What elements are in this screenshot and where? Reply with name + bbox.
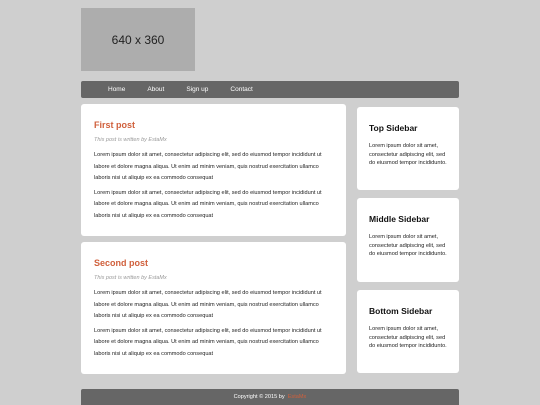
sidebar-text: Lorem ipsum dolor sit amet, consectetur adipiscing elit, sed do eiusmod tempor incididunto.	[369, 143, 447, 167]
post-paragraph: Lorem ipsum dolor sit amet, consectetur adipiscing elit, sed do eiusmod tempor incididunt ut labore et dolore magna aliqua. Ut enim ad minim veniam, quis nostrud exercitation ullamco laboris nisi ut aliquip ex ea commodo consequat	[94, 327, 322, 357]
footer-copyright: Copyright © 2015 by	[233, 394, 285, 400]
logo-placeholder-text: 640 x 360	[111, 32, 165, 47]
footer-author-link[interactable]: EstaMx	[287, 394, 307, 400]
post-paragraph: Lorem ipsum dolor sit amet, consectetur adipiscing elit, sed do eiusmod tempor incididunt ut labore et dolore magna aliqua. Ut enim ad minim veniam, quis nostrud exercitation ullamco laboris nisi ut aliquip ex ea commodo consequat	[94, 152, 322, 181]
post-author-meta: This post is written by EstaMx	[94, 275, 167, 281]
post-title[interactable]: Second post	[94, 258, 149, 268]
post-paragraph: Lorem ipsum dolor sit amet, consectetur adipiscing elit, sed do eiusmod tempor incididunt ut labore et dolore magna aliqua. Ut enim ad minim veniam, quis nostrud exercitation ullamco laboris nisi ut aliquip ex ea commodo consequat	[94, 290, 322, 319]
main-navbar	[81, 81, 459, 98]
sidebar-title: Bottom Sidebar	[369, 306, 433, 316]
sidebar-title: Top Sidebar	[369, 123, 418, 133]
sidebar-widget-bottom	[357, 290, 459, 373]
logo-placeholder-image	[81, 8, 195, 71]
nav-item-about[interactable]: About	[147, 86, 165, 93]
sidebar-title: Middle Sidebar	[369, 214, 430, 224]
sidebar-widget-top	[357, 107, 459, 190]
sidebar-widget-middle	[357, 198, 459, 282]
post-card-second	[81, 242, 346, 374]
post-author-meta: This post is written by EstaMx	[94, 137, 167, 143]
sidebar-text: Lorem ipsum dolor sit amet, consectetur adipiscing elit, sed do eiusmod tempor incididunto.	[369, 234, 447, 258]
nav-item-home[interactable]: Home	[108, 86, 126, 93]
footer-bar	[81, 389, 459, 405]
post-card-first	[81, 104, 346, 236]
sidebar-text: Lorem ipsum dolor sit amet, consectetur adipiscing elit, sed do eiusmod tempor incididunto.	[369, 326, 447, 350]
nav-item-contact[interactable]: Contact	[230, 86, 253, 93]
post-title[interactable]: First post	[94, 120, 136, 130]
post-paragraph: Lorem ipsum dolor sit amet, consectetur adipiscing elit, sed do eiusmod tempor incididunt ut labore et dolore magna aliqua. Ut enim ad minim veniam, quis nostrud exercitation ullamco laboris nisi ut aliquip ex ea commodo consequat	[94, 189, 322, 219]
nav-item-sign-up[interactable]: Sign up	[186, 86, 209, 93]
